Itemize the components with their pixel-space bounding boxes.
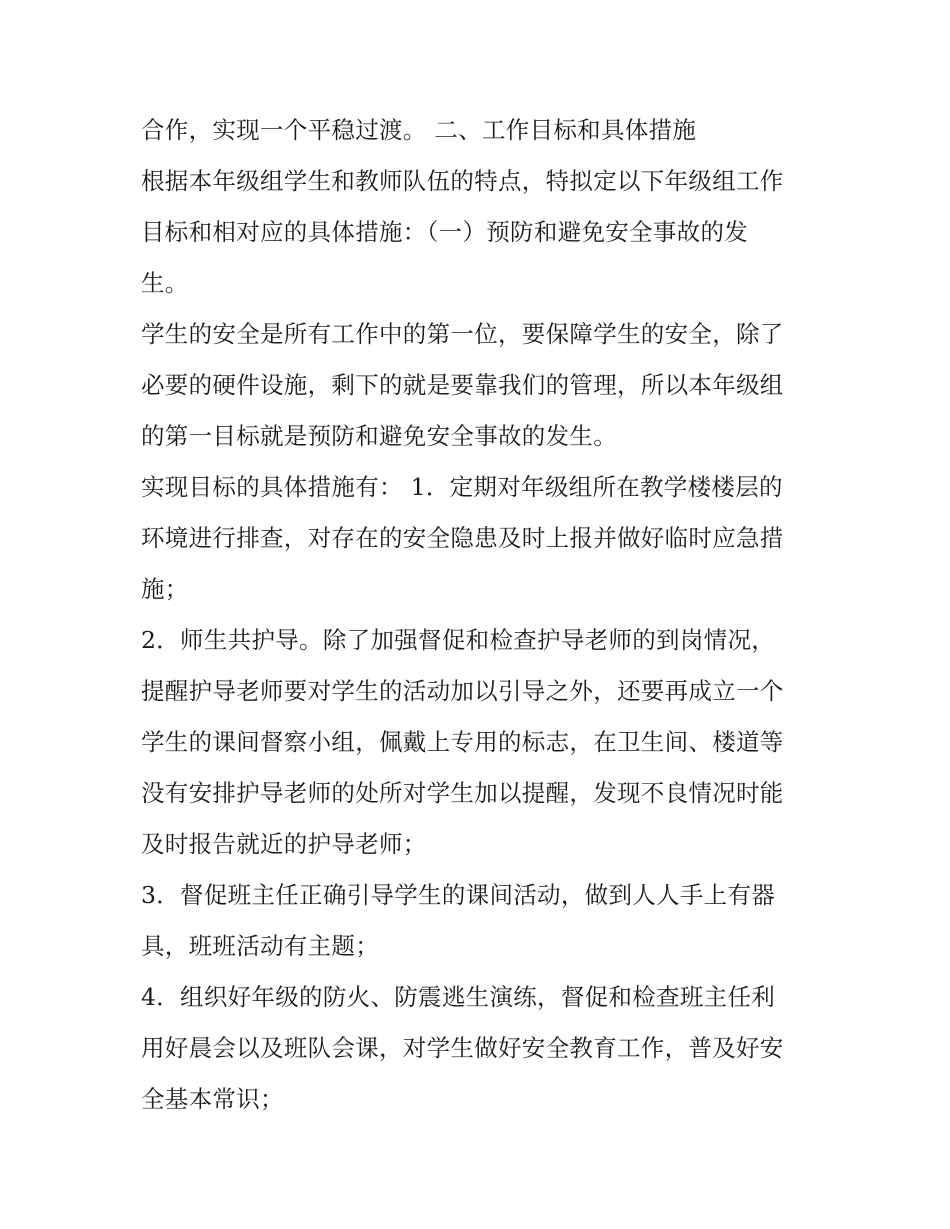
text-line: 生。 xyxy=(141,269,189,297)
text-line: 提醒护导老师要对学生的活动加以引导之外，还要再成立一个 xyxy=(141,677,784,705)
text-line: 必要的硬件设施，剩下的就是要靠我们的管理，所以本年级组 xyxy=(141,371,784,399)
text-line: 目标和相对应的具体措施：（一）预防和避免安全事故的发 xyxy=(141,218,749,246)
text-line: 2．师生共护导。除了加强督促和检查护导老师的到岗情况， xyxy=(141,626,776,654)
text-line: 的第一目标就是预防和避免安全事故的发生。 xyxy=(141,422,617,450)
text-line: 及时报告就近的护导老师； xyxy=(141,830,427,858)
text-line: 根据本年级组学生和教师队伍的特点，特拟定以下年级组工作 xyxy=(141,167,784,195)
text-line: 学生的安全是所有工作中的第一位，要保障学生的安全，除了 xyxy=(141,320,784,348)
text-line: 具，班班活动有主题； xyxy=(141,932,379,960)
text-line: 学生的课间督察小组，佩戴上专用的标志，在卫生间、楼道等 xyxy=(141,728,784,756)
text-line: 合作，实现一个平稳过渡。 二、工作目标和具体措施 xyxy=(141,116,697,144)
text-line: 4．组织好年级的防火、防震逃生演练，督促和检查班主任利 xyxy=(141,983,776,1011)
text-line: 全基本常识； xyxy=(141,1085,284,1113)
text-line: 用好晨会以及班队会课，对学生做好安全教育工作，普及好安 xyxy=(141,1034,784,1062)
text-line: 没有安排护导老师的处所对学生加以提醒，发现不良情况时能 xyxy=(141,779,784,807)
text-line: 实现目标的具体措施有： 1．定期对年级组所在教学楼楼层的 xyxy=(141,473,783,501)
text-line: 3．督促班主任正确引导学生的课间活动，做到人人手上有器 xyxy=(141,881,776,909)
text-line: 环境进行排查，对存在的安全隐患及时上报并做好临时应急措 xyxy=(141,524,784,552)
text-line: 施； xyxy=(141,575,189,603)
document-body xyxy=(141,105,821,1125)
